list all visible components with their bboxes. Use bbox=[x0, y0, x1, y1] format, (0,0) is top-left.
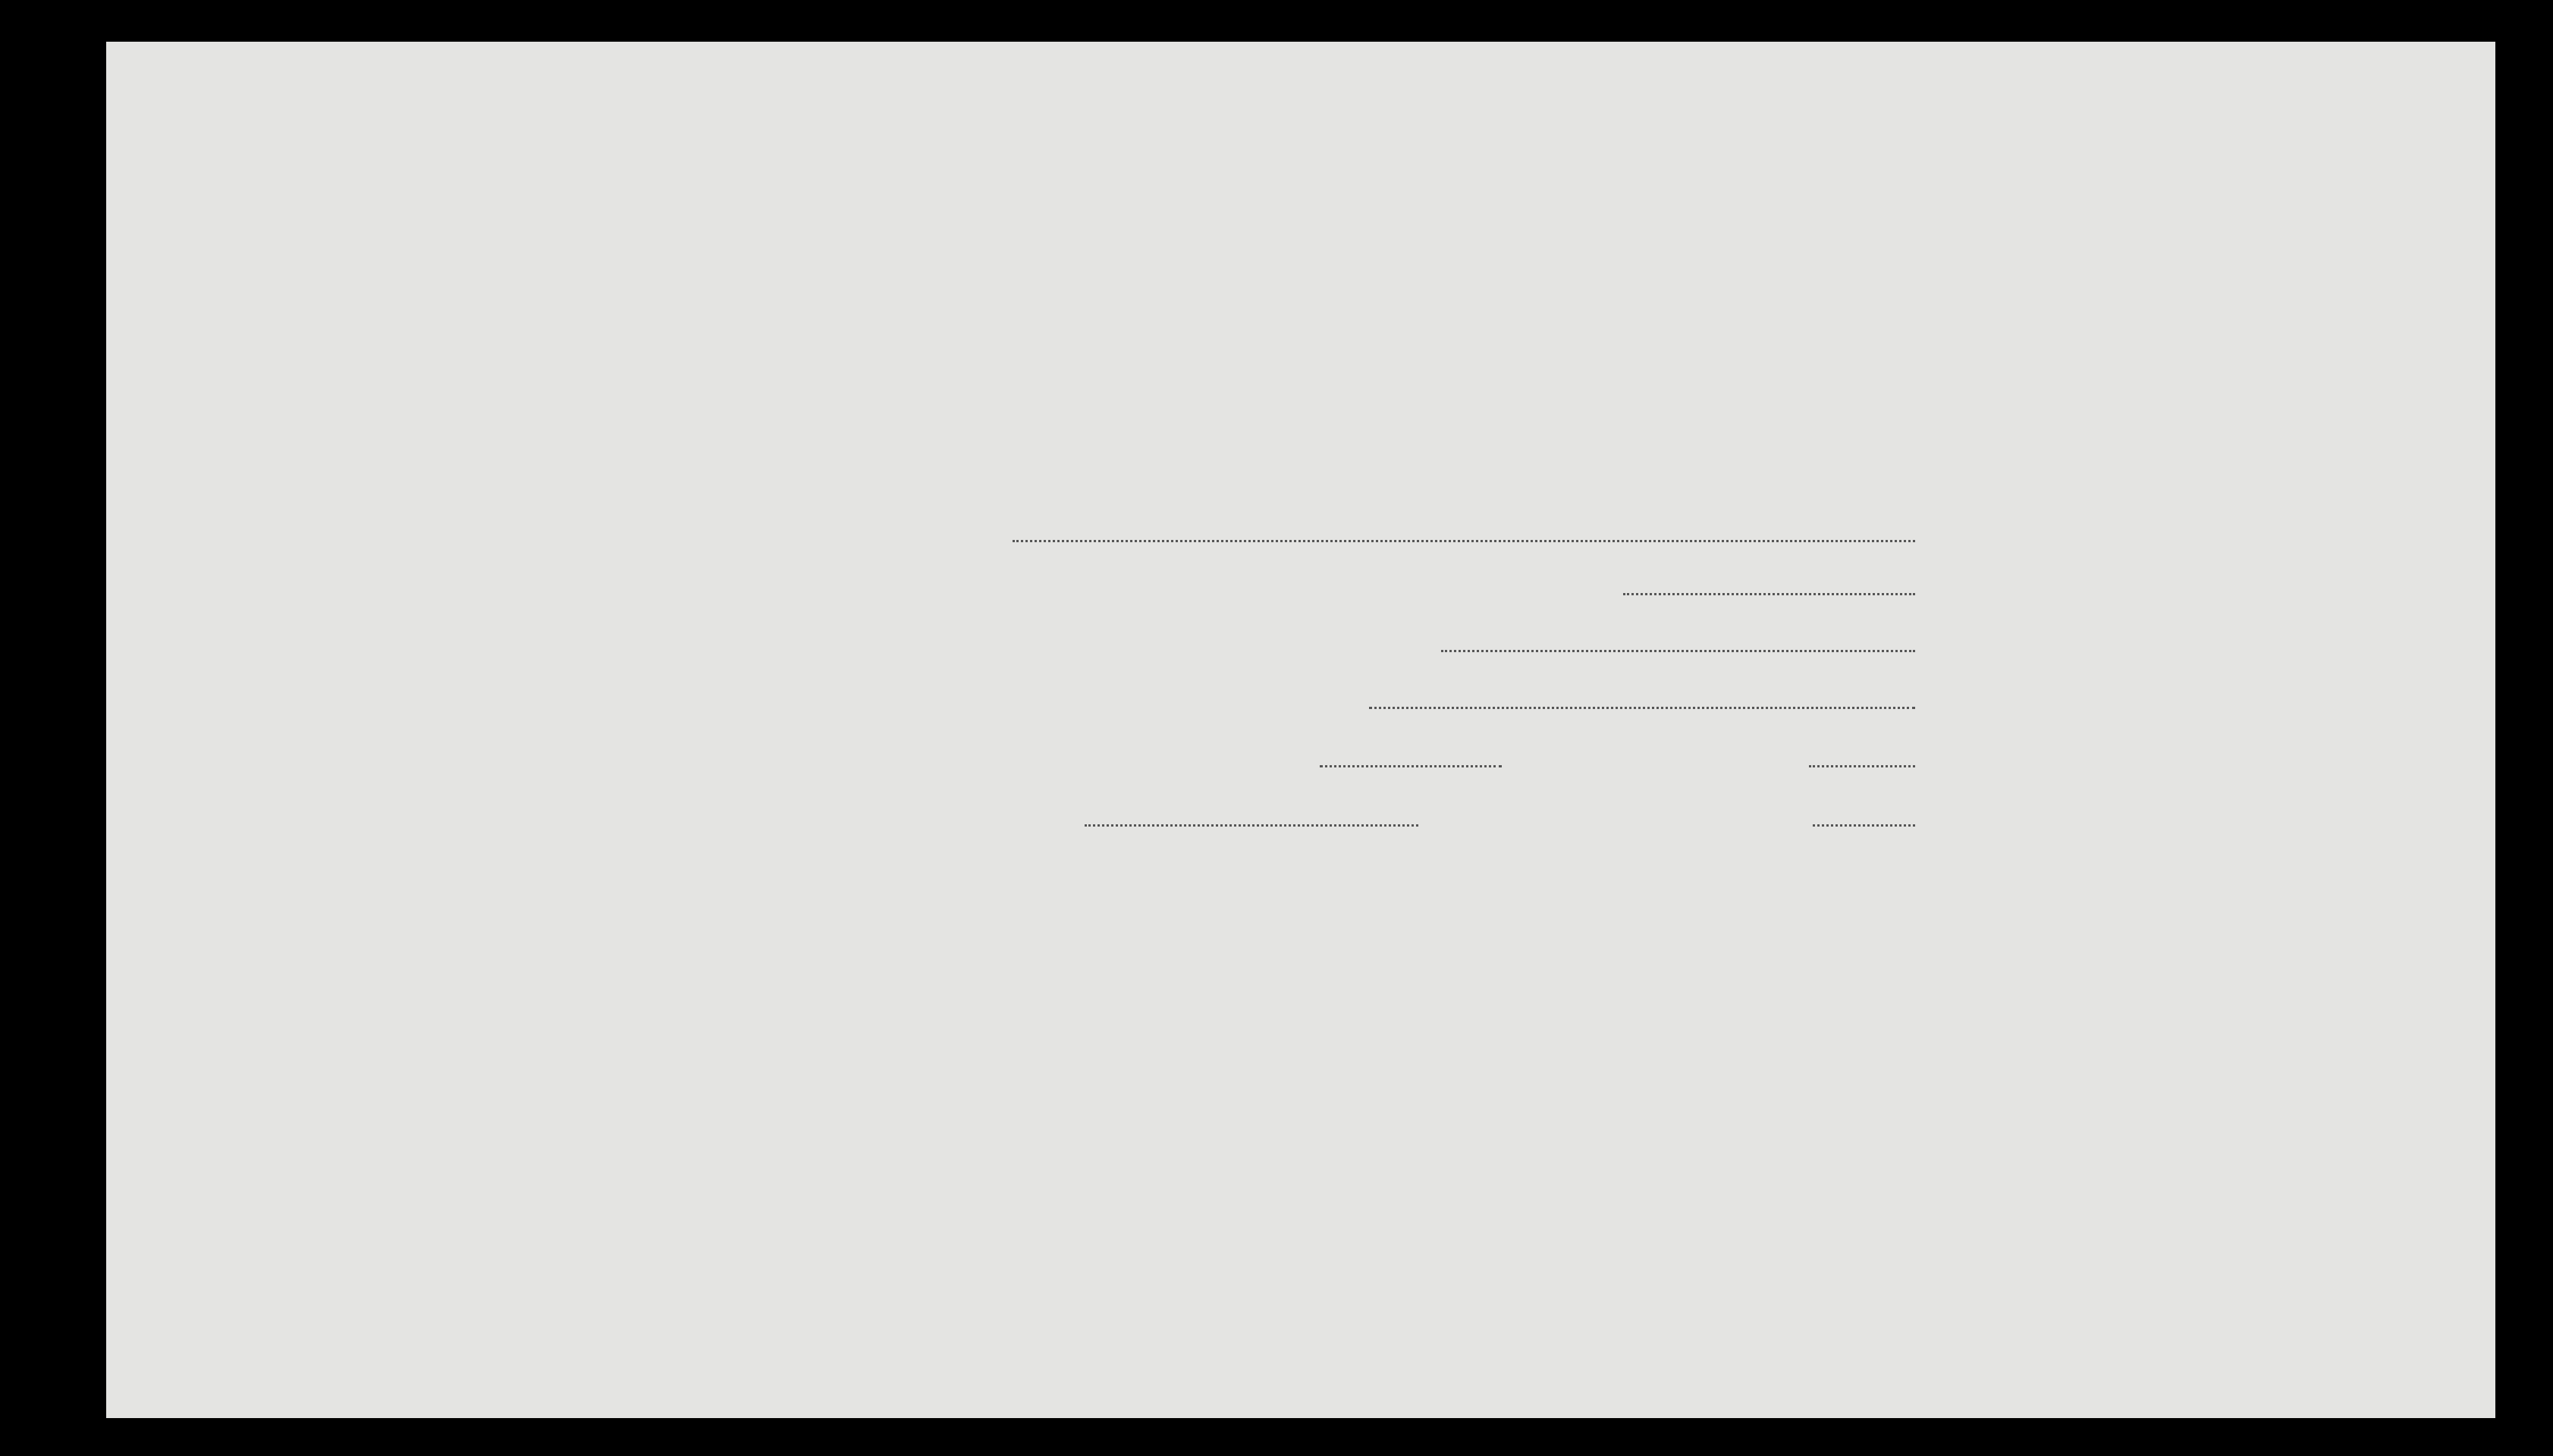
dotline-6 bbox=[1809, 765, 1915, 767]
dotline-4 bbox=[1369, 707, 1915, 709]
dotline-7 bbox=[1085, 824, 1418, 827]
dotline-2 bbox=[1623, 593, 1915, 595]
census-card bbox=[106, 42, 2495, 1418]
dotline-8 bbox=[1813, 824, 1915, 827]
dotline-5 bbox=[1320, 765, 1502, 767]
dotline-3 bbox=[1441, 650, 1915, 652]
dotline-1 bbox=[1013, 540, 1915, 542]
